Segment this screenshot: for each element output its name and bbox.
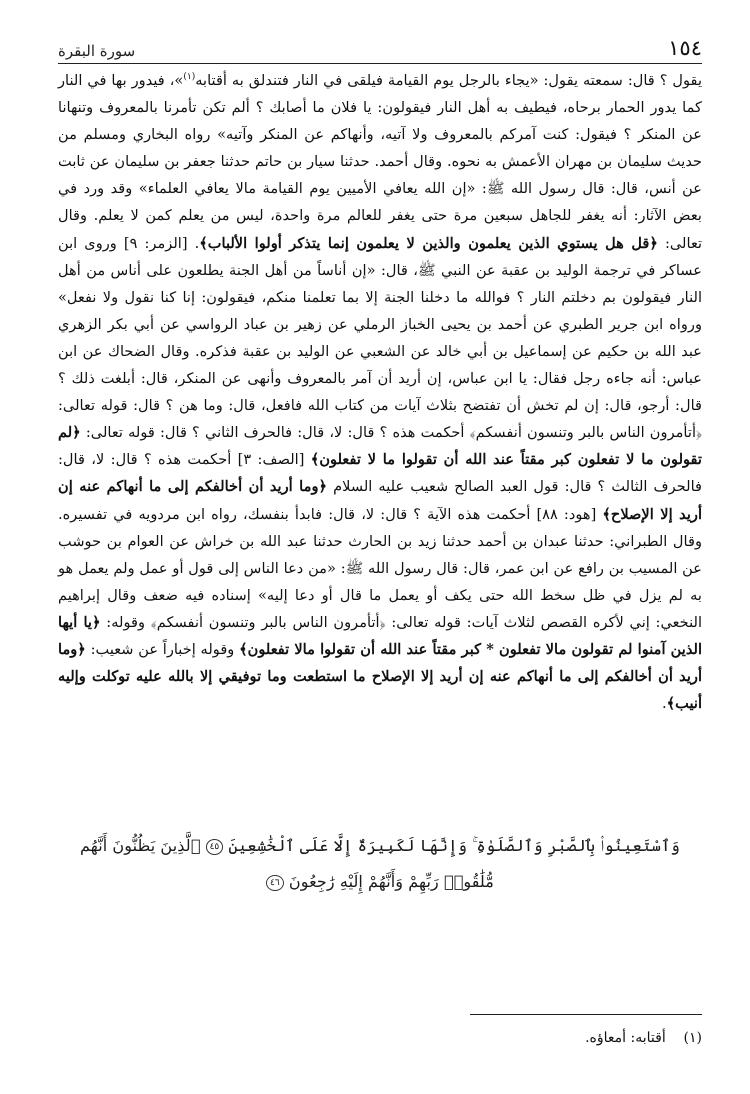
text-run: [هود: ٨٨] أحكمت هذه الآية ؟ قال: لا، قال: فابدأ بنفسك، رواه ابن مردويه في تفسيره. وقال الطبراني: حدثنا عبدان بن أحمد حدثنا زيد بن الحارث حدثنا عبد الله بن خراش عن العوام بن حوشب عن المسيب بن رافع عن ابن عمر، قال: قال رسول الله ﷺ: «من دعا الناس إلى قول أو عمل ولم يعمل هو به لم يزل في ظل سخط الله حتى يكف أو يعمل ما قال أو دعا إليه» إسناده فيه ضعف وقال إبراهيم النخعي: إني لأكره القصص لثلاث آيات: قوله تعالى: ﴿أتأمرون الناس بالبر وتنسون أنفسكم﴾ وقوله: bbox=[58, 505, 702, 631]
ayah-number-marker: ٤٥ bbox=[206, 839, 224, 855]
footnote bbox=[62, 1030, 702, 1046]
text-run: وقوله إخباراً عن شعيب: bbox=[90, 640, 240, 658]
surah-title: سورة البقرة bbox=[58, 42, 136, 60]
text-run: يقول ؟ قال: سمعته يقول: «يجاء بالرجل يوم القيامة فيلقى في النار فتندلق به أقتابه bbox=[195, 72, 703, 89]
quran-verse-46: ٱلَّذِينَ يَظُنُّونَ أَنَّهُم مُّلَٰقُوا۟ رَبِّهِمْ وَأَنَّهُمْ إِلَيْهِ رَٰجِعُونَ bbox=[79, 836, 494, 891]
text-run: »، فيدور بها في النار كما يدور الحمار برحاه، فيطيف به أهل النار فيقولون: يا فلان ما أصابك ؟ ألم تكن تأمرنا بالمعروف وتنهانا عن المنكر ؟ فيقول: كنت آمركم بالمعروف ولا آتيه، وأنهاكم عن المنكر وآتيه» رواه البخاري ومسلم من حديث سليمان بن مهران الأعمش به نحوه. وقال أحمد. حدثنا سيار بن حاتم حدثنا جعفر بن سليمان عن ثابت عن أنس، قال: قال رسول الله ﷺ: «إن الله يعافي الأميين يوم القيامة مالا يعافي العلماء» وقد ورد في بعض الآثار: أنه يغفر للجاهل سبعين مرة حتى يغفر للعالم مرة واحدة، ليس من يعلم كمن لا يعلم. وقال تعالى: bbox=[58, 72, 703, 252]
page-number: ١٥٤ bbox=[668, 36, 702, 60]
quran-verse-45: وَٱسْتَعِينُوا۟ بِٱلصَّبْرِ وَٱلصَّلَوٰةِ ۚ وَإِنَّهَا لَكَبِيرَةٌ إِلَّا عَلَى ٱلْخَٰشِعِينَ bbox=[228, 836, 681, 855]
footnote-number: (١) bbox=[683, 1030, 702, 1046]
text-run: . bbox=[661, 695, 667, 713]
quoted-verse: ﴿قل هل يستوي الذين يعلمون والذين لا يعلمون إنما يتذكر أولوا الألباب﴾ bbox=[199, 234, 658, 252]
commentary-paragraph bbox=[58, 67, 702, 717]
footnote-marker: (١) bbox=[183, 72, 196, 83]
commentary-text bbox=[58, 67, 702, 717]
text-run: [الصف: ٣] أحكمت هذه ؟ قال: لا، قال: فالحرف الثالث ؟ قال: قول العبد الصالح شعيب عليه السلام bbox=[58, 451, 702, 496]
ayah-number-marker: ٤٦ bbox=[266, 875, 284, 891]
quoted-verse: ﴿يا أيها الذين آمنوا لم تقولون مالا تفعلون * كبر مقتاً عند الله أن تقولوا مالا تفعلون﴾ bbox=[58, 613, 702, 658]
page-header bbox=[58, 34, 702, 64]
footnote-text: أقتابه: أمعاؤه. bbox=[585, 1030, 666, 1046]
quran-verses bbox=[58, 828, 702, 900]
quoted-verse: ﴿لم تقولون ما لا تفعلون كبر مقتاً عند الله أن تقولوا ما لا تفعلون﴾ bbox=[58, 424, 702, 469]
quoted-verse: ﴿وما أريد أن أخالفكم إلى ما أنهاكم عنه إن أريد إلا الإصلاح ما استطعت وما توفيقي إلا بالله عليه توكلت وإليه أنيب﴾ bbox=[58, 640, 702, 713]
text-run: . [الزمر: ٩] وروى ابن عساكر في ترجمة الوليد بن عقبة عن النبي ﷺ، قال: «إن أناساً من أهل الجنة يطلعون على أناس من أهل النار فيقولون بم دخلتم النار ؟ فوالله ما دخلنا الجنة إلا بما تعلمنا منكم، فيقولون: إنا كنا نقول ولا نفعل» ورواه ابن جرير الطبري عن أحمد بن يحيى الخباز الرملي عن زهير بن عباد الرواسي عن أبي بكر الزهري عبد الله بن حكيم عن إسماعيل بن أبي خالد عن الشعبي عن الوليد بن عقبة فذكره. وقال الضحاك عن ابن عباس: أنه جاءه رجل فقال: يا ابن عباس، إن أريد أن آمر بالمعروف وأنهى عن المنكر، قال: أبلغت ذلك ؟ قال: أرجو، قال: إن لم تخش أن تفتضح بثلاث آيات من كتاب الله فافعل، قال: وما هن ؟ قال: قوله تعالى: ﴿أتأمرون الناس بالبر وتنسون أنفسكم﴾ أحكمت هذه ؟ قال: لا، قال: فالحرف الثاني ؟ قال: قوله تعالى: bbox=[58, 234, 702, 442]
quoted-verse: ﴿وما أريد أن أخالفكم إلى ما أنهاكم عنه إن أريد إلا الإصلاح﴾ bbox=[58, 478, 703, 523]
footnote-divider bbox=[470, 1014, 702, 1015]
